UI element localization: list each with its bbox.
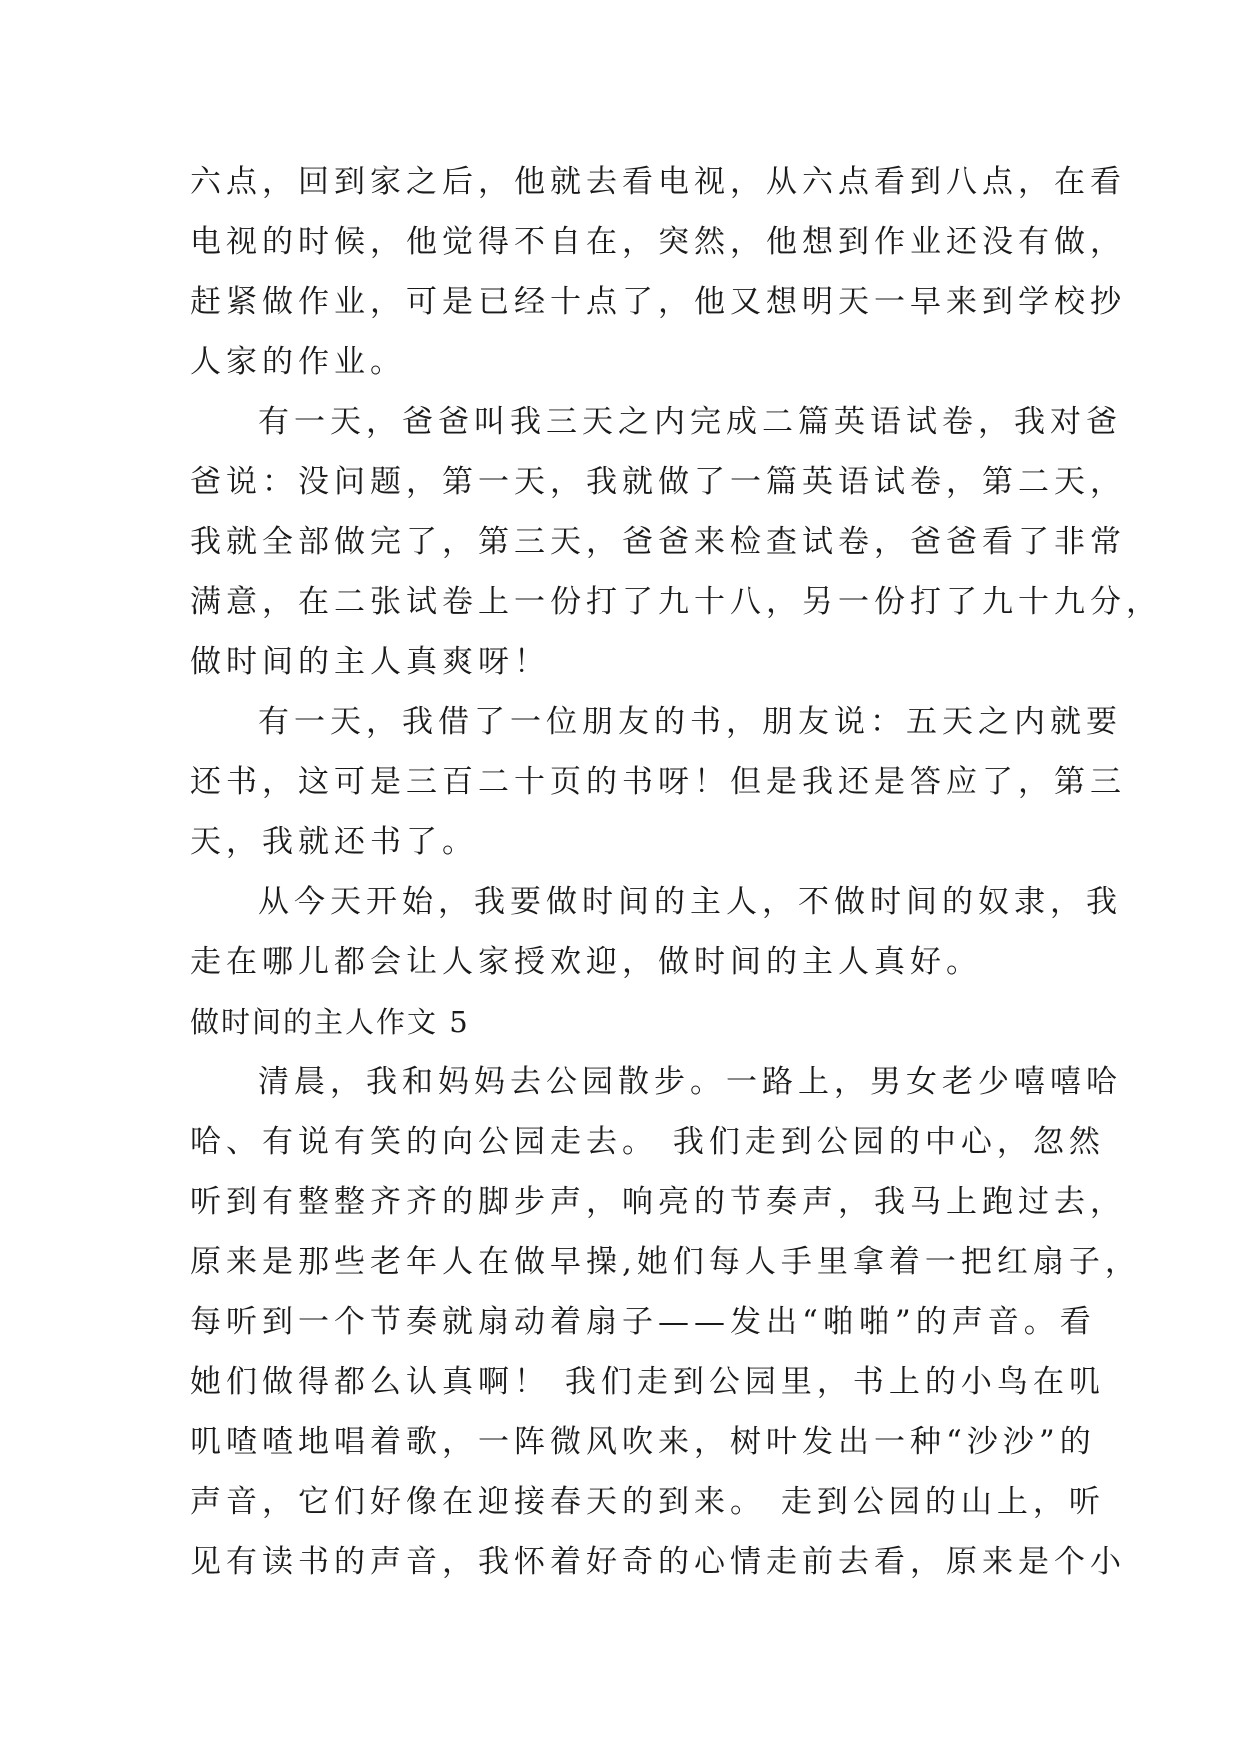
text-line: 清晨，我和妈妈去公园散步。一路上，男女老少嘻嘻哈 [258,1064,1122,1100]
text-line: 从今天开始，我要做时间的主人，不做时间的奴隶，我 [258,884,1122,920]
text-line: 我就全部做完了，第三天，爸爸来检查试卷，爸爸看了非常 [190,524,1126,560]
text-line: 电视的时候，他觉得不自在，突然，他想到作业还没有做， [190,224,1126,260]
heading-text: 做时间的主人作文 5 [190,1005,470,1039]
text-line: 满意，在二张试卷上一份打了九十八，另一份打了九十九分， [190,584,1162,620]
text-line: 她们做得都么认真啊！ 我们走到公园里，书上的小鸟在叽 [190,1364,1105,1400]
text-line: 原来是那些老年人在做早操,她们每人手里拿着一把红扇子， [190,1244,1141,1280]
text-line: 声音，它们好像在迎接春天的到来。 走到公园的山上，听 [190,1484,1105,1520]
text-line: 爸说：没问题，第一天，我就做了一篇英语试卷，第二天， [190,464,1126,500]
document-page [190,152,1162,1592]
text-line: 见有读书的声音，我怀着好奇的心情走前去看，原来是个小 [190,1544,1126,1580]
paragraph [190,152,1126,392]
text-line: 天，我就还书了。 [190,824,478,860]
text-line: 还书，这可是三百二十页的书呀！但是我还是答应了，第三 [190,764,1126,800]
text-line: 赶紧做作业，可是已经十点了，他又想明天一早来到学校抄 [190,284,1126,320]
text-line: 哈、有说有笑的向公园走去。 我们走到公园的中心，忽然 [190,1124,1105,1160]
paragraph [190,1052,1141,1592]
text-line: 走在哪儿都会让人家授欢迎，做时间的主人真好。 [190,944,982,980]
paragraph [190,392,1162,692]
text-line: 六点，回到家之后，他就去看电视，从六点看到八点，在看 [190,164,1126,200]
text-line: 叽喳喳地唱着歌，一阵微风吹来，树叶发出一种“沙沙”的 [190,1424,1096,1460]
text-line: 每听到一个节奏就扇动着扇子——发出“啪啪”的声音。看 [190,1304,1096,1340]
text-line: 做时间的主人真爽呀！ [190,644,550,680]
text-line: 人家的作业。 [190,344,406,380]
paragraph [190,872,1122,992]
section-heading [190,992,1050,1052]
text-line: 有一天，爸爸叫我三天之内完成二篇英语试卷，我对爸 [258,404,1122,440]
text-line: 有一天，我借了一位朋友的书，朋友说：五天之内就要 [258,704,1122,740]
text-line: 听到有整整齐齐的脚步声，响亮的节奏声，我马上跑过去， [190,1184,1126,1220]
paragraph [190,692,1126,872]
